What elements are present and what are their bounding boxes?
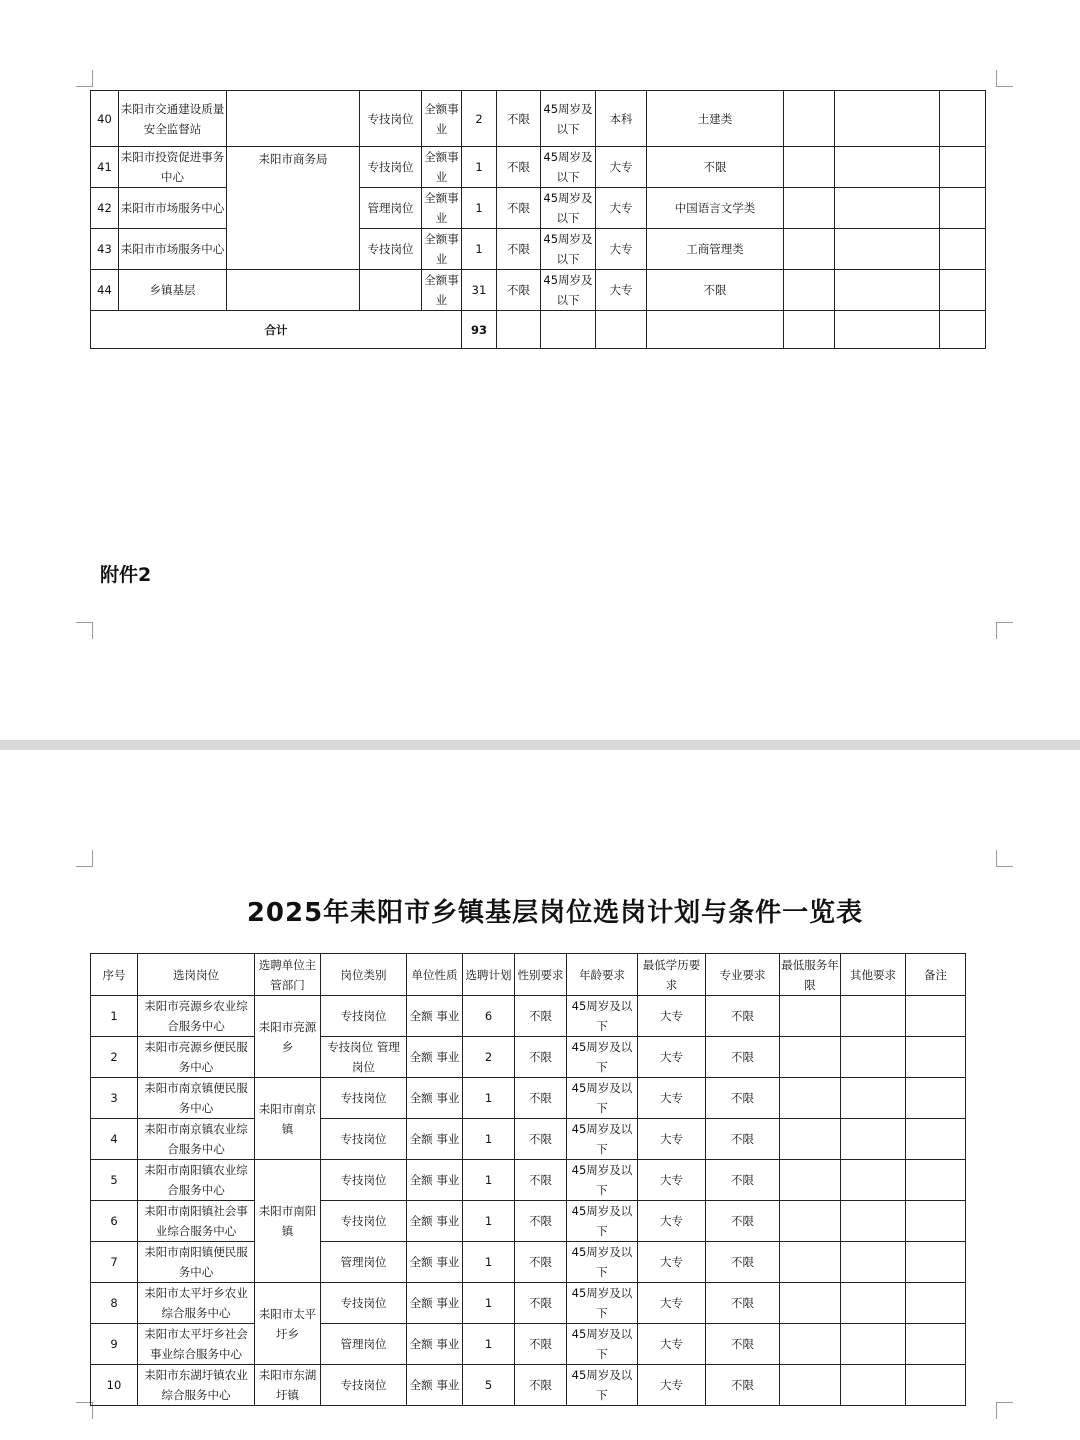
empty-cell	[784, 147, 835, 188]
post-name: 耒阳市南京镇便民服务中心	[138, 1078, 255, 1119]
age-req: 45周岁及以下	[567, 1283, 638, 1324]
row-number: 3	[91, 1078, 138, 1119]
empty-cell	[841, 1119, 906, 1160]
row-number: 6	[91, 1201, 138, 1242]
edu-req: 大专	[638, 1365, 706, 1406]
unit-nature: 全额事业	[422, 91, 462, 147]
empty-cell	[841, 1078, 906, 1119]
empty-cell	[940, 188, 986, 229]
total-label: 合计	[91, 311, 462, 349]
post-category: 专技岗位	[360, 229, 422, 270]
header-count: 选聘计划	[463, 954, 515, 996]
post-category: 专技岗位	[321, 1160, 407, 1201]
gender-req: 不限	[497, 188, 541, 229]
plan-count: 6	[463, 996, 515, 1037]
age-req: 45周岁及以下	[567, 1037, 638, 1078]
plan-count: 1	[463, 1201, 515, 1242]
row-number: 40	[91, 91, 119, 147]
header-no: 序号	[91, 954, 138, 996]
row-number: 8	[91, 1283, 138, 1324]
dept-nanyang: 耒阳市南阳镇	[255, 1160, 321, 1283]
major-req: 中国语言文学类	[647, 188, 784, 229]
dept-nanjing: 耒阳市南京镇	[255, 1078, 321, 1160]
major-req: 不限	[706, 1037, 780, 1078]
plan-count: 1	[463, 1324, 515, 1365]
total-row	[91, 311, 986, 349]
empty-cell	[780, 1160, 841, 1201]
dept-liangyuan: 耒阳市亮源乡	[255, 996, 321, 1078]
post-category: 专技岗位	[321, 1365, 407, 1406]
row-number: 1	[91, 996, 138, 1037]
major-req: 不限	[706, 1119, 780, 1160]
plan-count: 1	[463, 1242, 515, 1283]
plan-count: 1	[462, 188, 497, 229]
post-category: 专技岗位	[321, 996, 407, 1037]
empty-cell	[906, 1283, 966, 1324]
empty-cell	[780, 1037, 841, 1078]
empty-cell	[940, 147, 986, 188]
age-req: 45周岁及以下	[567, 1324, 638, 1365]
crop-mark	[996, 70, 1013, 87]
empty-cell	[780, 996, 841, 1037]
empty-cell	[784, 270, 835, 311]
table-row	[91, 1037, 966, 1078]
post-name: 耒阳市南阳镇便民服务中心	[138, 1242, 255, 1283]
unit-name: 耒阳市交通建设质量安全监督站	[119, 91, 227, 147]
plan-count: 1	[463, 1160, 515, 1201]
empty-cell	[906, 1365, 966, 1406]
age-req: 45周岁及以下	[541, 147, 596, 188]
post-category: 管理岗位	[360, 188, 422, 229]
header-dept: 选聘单位主管部门	[255, 954, 321, 996]
gender-req: 不限	[515, 1078, 567, 1119]
crop-mark	[996, 850, 1013, 867]
table-row	[91, 147, 986, 188]
table-row	[91, 1160, 966, 1201]
plan-count: 1	[462, 229, 497, 270]
edu-req: 本科	[596, 91, 647, 147]
row-number: 44	[91, 270, 119, 311]
edu-req: 大专	[638, 1283, 706, 1324]
major-req: 不限	[706, 1160, 780, 1201]
empty-cell	[780, 1119, 841, 1160]
empty-cell	[841, 1324, 906, 1365]
plan-count: 31	[462, 270, 497, 311]
table-row	[91, 1119, 966, 1160]
empty-cell	[647, 311, 784, 349]
edu-req: 大专	[638, 1201, 706, 1242]
gender-req: 不限	[497, 229, 541, 270]
age-req: 45周岁及以下	[541, 91, 596, 147]
post-name: 耒阳市南阳镇农业综合服务中心	[138, 1160, 255, 1201]
major-req: 不限	[706, 1242, 780, 1283]
post-name: 耒阳市太平圩乡社会事业综合服务中心	[138, 1324, 255, 1365]
table-row	[91, 1365, 966, 1406]
table-row	[91, 1324, 966, 1365]
header-service: 最低服务年限	[780, 954, 841, 996]
empty-cell	[780, 1283, 841, 1324]
row-number: 9	[91, 1324, 138, 1365]
position-plan-table	[90, 953, 966, 1406]
dept-taipingxu: 耒阳市太平圩乡	[255, 1283, 321, 1365]
major-req: 不限	[647, 270, 784, 311]
gender-req: 不限	[515, 1365, 567, 1406]
gender-req: 不限	[515, 1119, 567, 1160]
post-name: 耒阳市亮源乡农业综合服务中心	[138, 996, 255, 1037]
gender-req: 不限	[515, 1242, 567, 1283]
unit-nature: 全额 事业	[407, 1037, 463, 1078]
edu-req: 大专	[596, 147, 647, 188]
edu-req: 大专	[596, 188, 647, 229]
document-title: 2025年耒阳市乡镇基层岗位选岗计划与条件一览表	[246, 898, 864, 928]
table-row	[91, 1242, 966, 1283]
empty-cell	[784, 311, 835, 349]
major-req: 土建类	[647, 91, 784, 147]
empty-cell	[841, 1160, 906, 1201]
empty-cell	[841, 1201, 906, 1242]
unit-name: 耒阳市市场服务中心	[119, 229, 227, 270]
header-edu: 最低学历要求	[638, 954, 706, 996]
empty-cell	[906, 1078, 966, 1119]
table-row	[91, 1078, 966, 1119]
major-req: 工商管理类	[647, 229, 784, 270]
empty-cell	[940, 229, 986, 270]
age-req: 45周岁及以下	[567, 1201, 638, 1242]
plan-count: 1	[463, 1119, 515, 1160]
empty-cell	[906, 1037, 966, 1078]
unit-nature: 全额事业	[422, 270, 462, 311]
edu-req: 大专	[596, 229, 647, 270]
header-gender: 性别要求	[515, 954, 567, 996]
plan-count: 1	[462, 147, 497, 188]
major-req: 不限	[706, 1283, 780, 1324]
unit-nature: 全额 事业	[407, 1078, 463, 1119]
empty-cell	[841, 1242, 906, 1283]
post-category	[360, 270, 422, 311]
gender-req: 不限	[515, 1324, 567, 1365]
post-category: 专技岗位	[321, 1201, 407, 1242]
gender-req: 不限	[497, 147, 541, 188]
age-req: 45周岁及以下	[541, 229, 596, 270]
empty-cell	[940, 270, 986, 311]
row-number: 7	[91, 1242, 138, 1283]
position-table-continued	[90, 90, 986, 349]
page-separator	[0, 740, 1080, 750]
header-other: 其他要求	[841, 954, 906, 996]
empty-cell	[841, 1365, 906, 1406]
empty-cell	[780, 1324, 841, 1365]
table-row	[91, 188, 986, 229]
gender-req: 不限	[515, 1201, 567, 1242]
age-req: 45周岁及以下	[567, 1160, 638, 1201]
post-name: 耒阳市亮源乡便民服务中心	[138, 1037, 255, 1078]
crop-mark	[76, 70, 93, 87]
header-category: 岗位类别	[321, 954, 407, 996]
dept-commerce: 耒阳市商务局	[227, 147, 360, 270]
row-number: 41	[91, 147, 119, 188]
attachment-label: 附件2	[100, 564, 152, 586]
post-category: 专技岗位	[321, 1119, 407, 1160]
row-number: 42	[91, 188, 119, 229]
plan-count: 2	[463, 1037, 515, 1078]
row-number: 5	[91, 1160, 138, 1201]
empty-cell	[906, 1242, 966, 1283]
empty-cell	[906, 1160, 966, 1201]
edu-req: 大专	[638, 1242, 706, 1283]
plan-count: 2	[462, 91, 497, 147]
major-req: 不限	[647, 147, 784, 188]
gender-req: 不限	[515, 996, 567, 1037]
empty-cell	[906, 1119, 966, 1160]
post-name: 耒阳市南阳镇社会事业综合服务中心	[138, 1201, 255, 1242]
empty-cell	[835, 270, 940, 311]
age-req: 45周岁及以下	[567, 1242, 638, 1283]
post-category: 管理岗位	[321, 1324, 407, 1365]
major-req: 不限	[706, 1365, 780, 1406]
table-row	[91, 270, 986, 311]
crop-mark	[996, 622, 1013, 639]
gender-req: 不限	[497, 91, 541, 147]
post-category: 专技岗位	[360, 147, 422, 188]
table-row	[91, 91, 986, 147]
row-number: 4	[91, 1119, 138, 1160]
post-name: 耒阳市东湖圩镇农业综合服务中心	[138, 1365, 255, 1406]
major-req: 不限	[706, 1078, 780, 1119]
gender-req: 不限	[515, 1037, 567, 1078]
empty-cell	[835, 229, 940, 270]
header-major: 专业要求	[706, 954, 780, 996]
unit-nature: 全额 事业	[407, 1365, 463, 1406]
table-row	[91, 996, 966, 1037]
age-req: 45周岁及以下	[567, 1078, 638, 1119]
empty-cell	[906, 1201, 966, 1242]
header-post: 选岗岗位	[138, 954, 255, 996]
empty-cell	[940, 91, 986, 147]
header-nature: 单位性质	[407, 954, 463, 996]
empty-cell	[940, 311, 986, 349]
header-age: 年龄要求	[567, 954, 638, 996]
age-req: 45周岁及以下	[567, 996, 638, 1037]
age-req: 45周岁及以下	[567, 1365, 638, 1406]
unit-nature: 全额事业	[422, 229, 462, 270]
unit-nature: 全额 事业	[407, 1283, 463, 1324]
empty-cell	[780, 1365, 841, 1406]
row-number: 10	[91, 1365, 138, 1406]
crop-mark	[76, 622, 93, 639]
post-category: 专技岗位 管理岗位	[321, 1037, 407, 1078]
row-number: 2	[91, 1037, 138, 1078]
empty-cell	[780, 1201, 841, 1242]
major-req: 不限	[706, 1324, 780, 1365]
empty-cell	[784, 188, 835, 229]
age-req: 45周岁及以下	[541, 270, 596, 311]
dept-cell	[227, 270, 360, 311]
table-row	[91, 1283, 966, 1324]
empty-cell	[835, 147, 940, 188]
major-req: 不限	[706, 996, 780, 1037]
unit-nature: 全额 事业	[407, 1119, 463, 1160]
gender-req: 不限	[515, 1283, 567, 1324]
unit-nature: 全额事业	[422, 147, 462, 188]
unit-nature: 全额 事业	[407, 1160, 463, 1201]
header-row	[91, 954, 966, 996]
empty-cell	[841, 1283, 906, 1324]
empty-cell	[835, 188, 940, 229]
gender-req: 不限	[497, 270, 541, 311]
empty-cell	[780, 1078, 841, 1119]
unit-nature: 全额 事业	[407, 1324, 463, 1365]
post-name: 耒阳市太平圩乡农业综合服务中心	[138, 1283, 255, 1324]
empty-cell	[835, 91, 940, 147]
gender-req: 不限	[515, 1160, 567, 1201]
empty-cell	[780, 1242, 841, 1283]
edu-req: 大专	[638, 1037, 706, 1078]
age-req: 45周岁及以下	[541, 188, 596, 229]
dept-cell	[227, 91, 360, 147]
unit-name: 耒阳市投资促进事务中心	[119, 147, 227, 188]
age-req: 45周岁及以下	[567, 1119, 638, 1160]
plan-count: 1	[463, 1283, 515, 1324]
header-remark: 备注	[906, 954, 966, 996]
empty-cell	[784, 91, 835, 147]
plan-count: 1	[463, 1078, 515, 1119]
unit-nature: 全额 事业	[407, 1201, 463, 1242]
empty-cell	[596, 311, 647, 349]
empty-cell	[784, 229, 835, 270]
empty-cell	[497, 311, 541, 349]
unit-nature: 全额 事业	[407, 996, 463, 1037]
post-category: 专技岗位	[321, 1283, 407, 1324]
dept-donghuxu: 耒阳市东湖圩镇	[255, 1365, 321, 1406]
edu-req: 大专	[638, 1160, 706, 1201]
empty-cell	[835, 311, 940, 349]
edu-req: 大专	[638, 1078, 706, 1119]
empty-cell	[906, 1324, 966, 1365]
unit-name: 乡镇基层	[119, 270, 227, 311]
plan-count: 5	[463, 1365, 515, 1406]
crop-mark	[996, 1402, 1013, 1419]
unit-nature: 全额事业	[422, 188, 462, 229]
post-category: 专技岗位	[321, 1078, 407, 1119]
table-row	[91, 1201, 966, 1242]
edu-req: 大专	[638, 1119, 706, 1160]
table-row	[91, 229, 986, 270]
unit-nature: 全额 事业	[407, 1242, 463, 1283]
empty-cell	[841, 1037, 906, 1078]
unit-name: 耒阳市市场服务中心	[119, 188, 227, 229]
edu-req: 大专	[638, 1324, 706, 1365]
major-req: 不限	[706, 1201, 780, 1242]
empty-cell	[906, 996, 966, 1037]
post-category: 管理岗位	[321, 1242, 407, 1283]
empty-cell	[841, 996, 906, 1037]
edu-req: 大专	[638, 996, 706, 1037]
row-number: 43	[91, 229, 119, 270]
edu-req: 大专	[596, 270, 647, 311]
empty-cell	[541, 311, 596, 349]
crop-mark	[76, 850, 93, 867]
post-category: 专技岗位	[360, 91, 422, 147]
total-value: 93	[462, 311, 497, 349]
post-name: 耒阳市南京镇农业综合服务中心	[138, 1119, 255, 1160]
